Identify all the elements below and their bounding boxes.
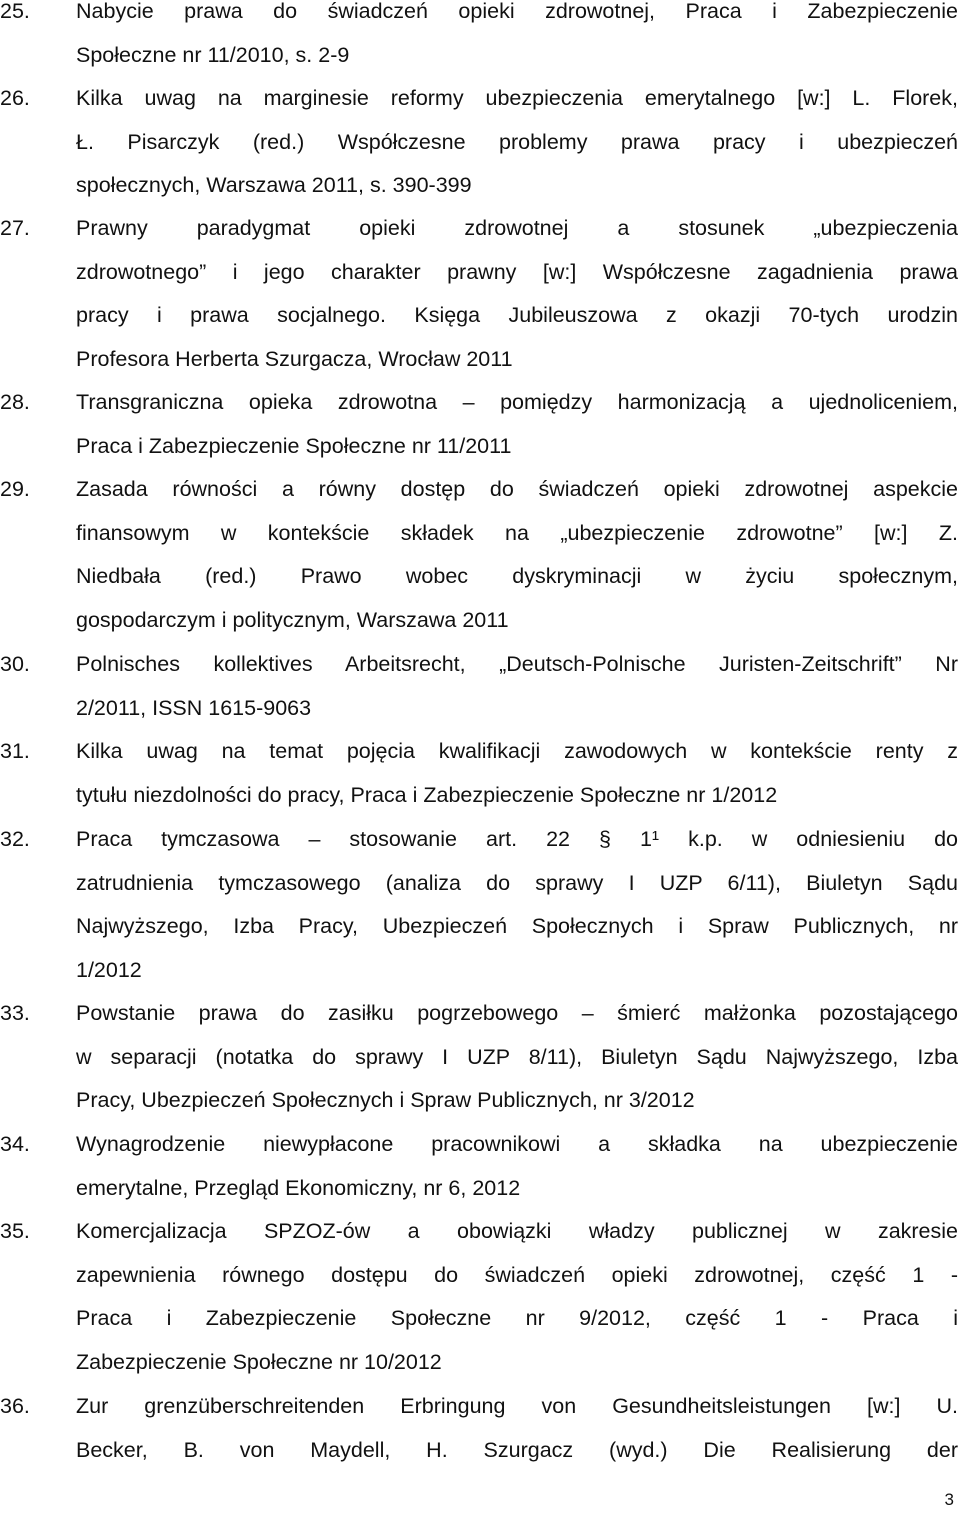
item-text — [76, 992, 958, 1123]
text-line: 2/2011, ISSN 1615-9063 — [76, 695, 312, 720]
text-line: Niedbała (red.) Prawo wobec dyskryminacji w życiu społecznym, — [76, 564, 958, 588]
page-number: 3 — [944, 1490, 954, 1509]
text-line: Powstanie prawa do zasiłku pogrzebowego – śmierć małżonka pozostającego — [76, 1001, 958, 1025]
text-line: pracy i prawa socjalnego. Księga Jubileuszowa z okazji 70-tych urodzin — [76, 303, 958, 327]
text-line: Najwyższego, Izba Pracy, Ubezpieczeń Społecznych i Spraw Publicznych, nr — [76, 914, 958, 938]
text-line: społecznych, Warszawa 2011, s. 390-399 — [76, 173, 472, 197]
item-number: 25. — [0, 0, 30, 23]
item-number: 31. — [0, 739, 30, 763]
text-line: Prawny paradygmat opieki zdrowotnej a stosunek „ubezpieczenia — [76, 216, 958, 240]
item-text — [76, 1210, 958, 1384]
item-number: 33. — [0, 1001, 30, 1025]
item-text — [76, 207, 958, 381]
item-number: 32. — [0, 827, 30, 851]
text-line: Zur grenzüberschreitenden Erbringung von Gesundheitsleistungen [w:] U. — [76, 1394, 958, 1418]
text-line: 1/2012 — [76, 957, 142, 982]
text-line: Profesora Herberta Szurgacza, Wrocław 2011 — [76, 346, 513, 371]
text-line: Komercjalizacja SPZOZ-ów a obowiązki władzy publicznej w zakresie — [76, 1219, 958, 1243]
item-text — [76, 1123, 958, 1210]
item-text — [76, 77, 958, 208]
item-number: 36. — [0, 1394, 30, 1418]
item-text — [76, 643, 958, 730]
item-text — [76, 818, 958, 992]
text-line: Wynagrodzenie niewypłacone pracownikowi a składka na ubezpieczenie — [76, 1132, 958, 1156]
text-line: Kilka uwag na marginesie reformy ubezpieczenia emerytalnego [w:] L. Florek, — [76, 86, 958, 110]
item-text — [76, 381, 958, 468]
text-line: emerytalne, Przegląd Ekonomiczny, nr 6, 2012 — [76, 1175, 521, 1200]
list-item — [0, 207, 958, 381]
text-line: Społeczne nr 11/2010, s. 2-9 — [76, 42, 350, 67]
text-line: Transgraniczna opieka zdrowotna – pomiędzy harmonizacją a ujednoliceniem, — [76, 390, 958, 414]
text-line: zatrudnienia tymczasowego (analiza do sprawy I UZP 6/11), Biuletyn Sądu — [76, 870, 958, 895]
text-line: Praca tymczasowa – stosowanie art. 22 § 1¹ k.p. w odniesieniu do — [76, 827, 958, 851]
text-line: Kilka uwag na temat pojęcia kwalifikacji zawodowych w kontekście renty z — [76, 739, 958, 763]
item-number: 28. — [0, 390, 30, 414]
list-item — [0, 0, 958, 77]
list-item — [0, 1210, 958, 1384]
text-line: Nabycie prawa do świadczeń opieki zdrowotnej, Praca i Zabezpieczenie — [76, 0, 958, 23]
list-item — [0, 992, 958, 1123]
list-item — [0, 1123, 958, 1210]
text-line: gospodarczym i politycznym, Warszawa 2011 — [76, 607, 509, 632]
item-number: 26. — [0, 86, 30, 110]
list-item — [0, 1385, 958, 1472]
item-number: 29. — [0, 477, 30, 501]
text-line: Polnisches kollektives Arbeitsrecht, „Deutsch-Polnische Juristen-Zeitschrift” Nr — [76, 652, 958, 676]
item-number: 34. — [0, 1132, 30, 1156]
text-line: w separacji (notatka do sprawy I UZP 8/11), Biuletyn Sądu Najwyższego, Izba — [76, 1044, 958, 1069]
list-item — [0, 730, 958, 817]
item-text — [76, 0, 958, 77]
text-line: Becker, B. von Maydell, H. Szurgacz (wyd.) Die Realisierung der — [76, 1437, 958, 1462]
list-item — [0, 77, 958, 208]
text-line: zdrowotnego” i jego charakter prawny [w:] Współczesne zagadnienia prawa — [76, 259, 958, 284]
text-line: Ł. Pisarczyk (red.) Współczesne problemy prawa pracy i ubezpieczeń — [76, 129, 958, 154]
item-number: 27. — [0, 216, 30, 240]
text-line: Pracy, Ubezpieczeń Społecznych i Spraw Publicznych, nr 3/2012 — [76, 1088, 695, 1112]
list-item — [0, 818, 958, 992]
item-text — [76, 730, 958, 817]
item-text — [76, 1385, 958, 1472]
text-line: tytułu niezdolności do pracy, Praca i Zabezpieczenie Społeczne nr 1/2012 — [76, 782, 778, 807]
text-line: Zabezpieczenie Społeczne nr 10/2012 — [76, 1349, 442, 1374]
text-line: Praca i Zabezpieczenie Społeczne nr 11/2011 — [76, 433, 512, 458]
item-text — [76, 468, 958, 642]
text-line: Praca i Zabezpieczenie Społeczne nr 9/2012, część 1 - Praca i — [76, 1306, 958, 1330]
item-number: 30. — [0, 652, 30, 676]
text-line: finansowym w kontekście składek na „ubezpieczenie zdrowotne” [w:] Z. — [76, 520, 958, 545]
text-line: Zasada równości a równy dostęp do świadczeń opieki zdrowotnej aspekcie — [76, 477, 958, 501]
list-item — [0, 468, 958, 642]
list-item — [0, 643, 958, 730]
item-number: 35. — [0, 1219, 30, 1243]
list-item — [0, 381, 958, 468]
text-line: zapewnienia równego dostępu do świadczeń opieki zdrowotnej, część 1 - — [76, 1262, 958, 1287]
